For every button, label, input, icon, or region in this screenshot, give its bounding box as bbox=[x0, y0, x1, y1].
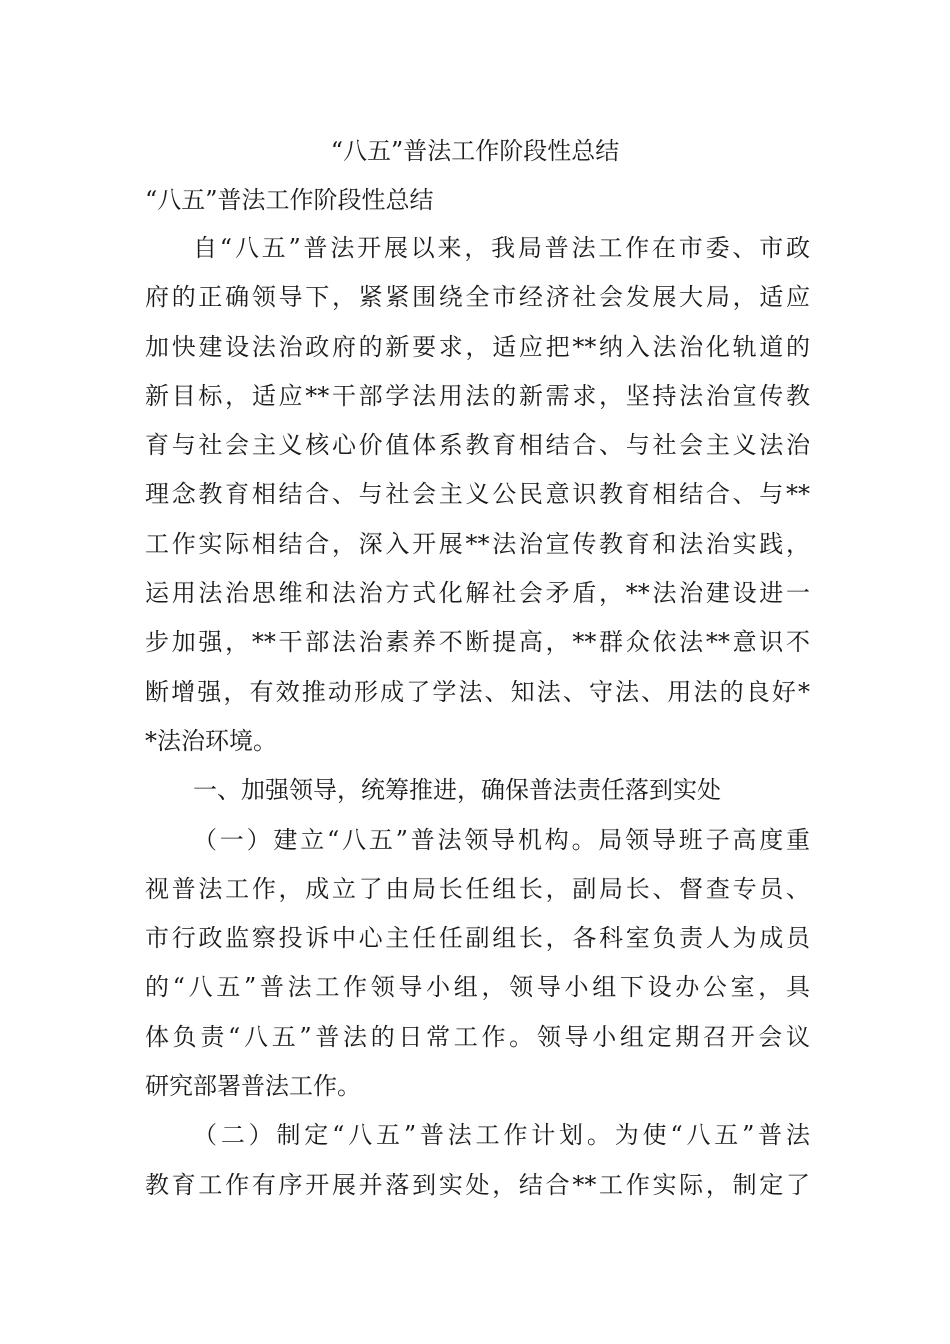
text-line: （二）制定“八五”普法工作计划。为使“八五”普法 bbox=[193, 1121, 810, 1150]
text-line: 断增强，有效推动形成了学法、知法、守法、用法的良好* bbox=[145, 677, 810, 706]
text-line: 理念教育相结合、与社会主义公民意识教育相结合、与** bbox=[145, 480, 810, 509]
text-line: 新目标，适应**干部学法用法的新需求，坚持法治宣传教 bbox=[145, 381, 810, 410]
text-line: 加快建设法治政府的新要求，适应把**纳入法治化轨道的 bbox=[145, 332, 810, 361]
text-line: 市行政监察投诉中心主任任副组长，各科室负责人为成员 bbox=[145, 924, 810, 953]
document-title: “八五”普法工作阶段性总结 bbox=[330, 137, 620, 165]
section-heading: 一、加强领导，统筹推进，确保普法责任落到实处 bbox=[193, 776, 721, 805]
text-line: 工作实际相结合，深入开展**法治宣传教育和法治实践， bbox=[145, 529, 810, 558]
text-line: 体负责“八五”普法的日常工作。领导小组定期召开会议 bbox=[145, 1022, 810, 1051]
text-line: 自“八五”普法开展以来，我局普法工作在市委、市政 bbox=[193, 234, 810, 262]
text-line: *法治环境。 bbox=[145, 726, 277, 755]
text-line: 教育工作有序开展并落到实处，结合**工作实际，制定了 bbox=[145, 1170, 810, 1199]
text-line: 运用法治思维和法治方式化解社会矛盾，**法治建设进一 bbox=[145, 579, 810, 608]
text-line: （一）建立“八五”普法领导机构。局领导班子高度重 bbox=[193, 825, 810, 854]
text-line: 研究部署普法工作。 bbox=[145, 1072, 361, 1101]
text-line: 视普法工作，成立了由局长任组长，副局长、督查专员、 bbox=[145, 874, 810, 903]
text-line: 步加强，**干部法治素养不断提高，**群众依法**意识不 bbox=[145, 628, 810, 657]
document-body bbox=[145, 230, 810, 1216]
text-line: 的“八五”普法工作领导小组，领导小组下设办公室，具 bbox=[145, 973, 810, 1002]
text-line: 府的正确领导下，紧紧围绕全市经济社会发展大局，适应 bbox=[145, 283, 810, 312]
text-line: 育与社会主义核心价值体系教育相结合、与社会主义法治 bbox=[145, 431, 810, 460]
document-subtitle: “八五”普法工作阶段性总结 bbox=[145, 186, 434, 214]
